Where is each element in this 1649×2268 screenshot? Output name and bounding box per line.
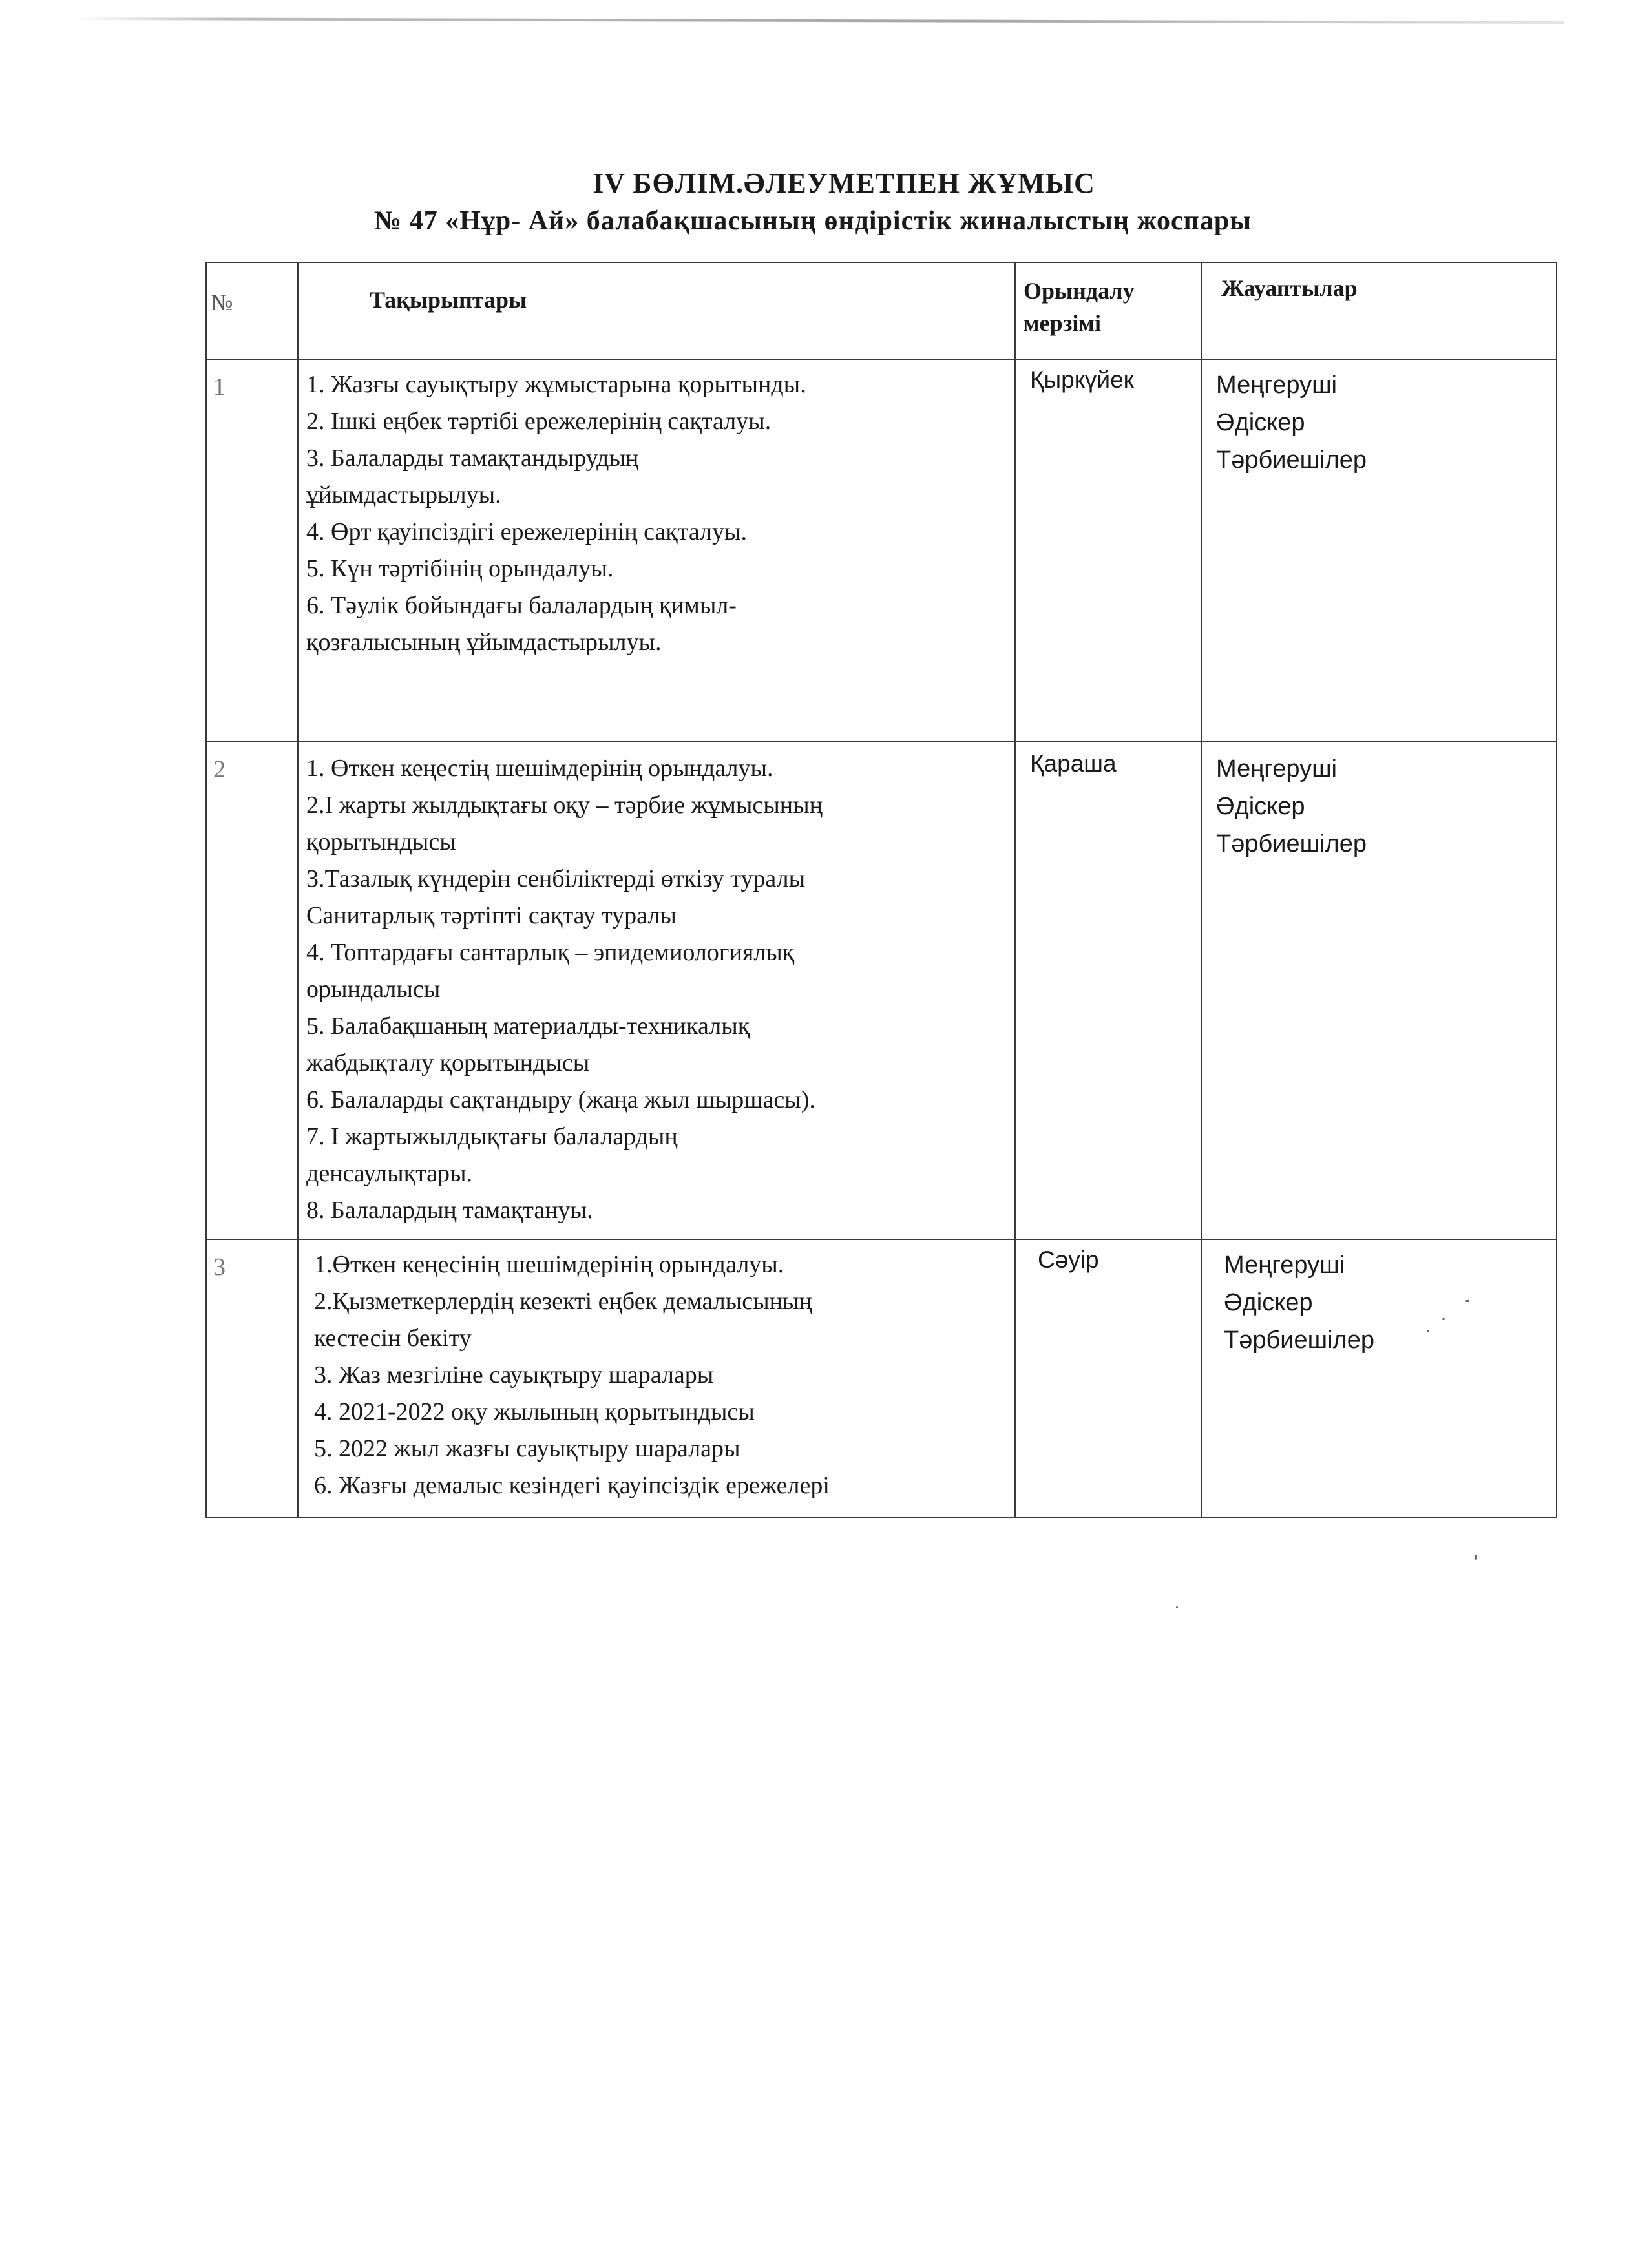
topic-item: 5. 2022 жыл жазғы сауықтыру шаралары	[314, 1435, 740, 1462]
header-due-date-line2: мерзімі	[1024, 310, 1101, 336]
topic-item: 1. Жазғы сауықтыру жұмыстарына қорытынды.	[306, 371, 806, 398]
row-responsible	[1201, 359, 1557, 742]
topic-item: 2.І жарты жылдықтағы оқу – тәрбие жұмысының	[306, 792, 823, 819]
responsible-person: Меңгеруші	[1216, 755, 1337, 782]
scan-shadow-edge	[78, 17, 1564, 24]
topic-item: қозғалысының ұйымдастырылуы.	[306, 629, 662, 656]
table-header-row	[206, 262, 1557, 359]
responsible-person: Тәрбиешілер	[1216, 830, 1367, 857]
row-number: 3	[206, 1239, 298, 1517]
header-due-date	[1015, 262, 1201, 359]
scan-speck	[1176, 1606, 1178, 1608]
row-topics	[298, 1239, 1015, 1517]
topic-item: Санитарлық тәртіпті сақтау туралы	[306, 902, 677, 929]
section-title: IV БӨЛІМ.ӘЛЕУМЕТПЕН ЖҰМЫС	[593, 167, 1095, 199]
header-number: №	[206, 262, 298, 359]
topic-item: 8. Балалардың тамақтануы.	[306, 1197, 593, 1224]
topic-item: 6. Балаларды сақтандыру (жаңа жыл шыршасы).	[306, 1086, 815, 1113]
topic-item: 2.Қызметкерлердің кезекті еңбек демалысының	[314, 1288, 812, 1315]
topic-item: 3.Тазалық күндерін сенбіліктерді өткізу туралы	[306, 865, 806, 892]
row-due-date: Сәуір	[1015, 1239, 1201, 1517]
scan-speck	[1442, 1318, 1445, 1320]
responsible-person: Әдіскер	[1216, 793, 1305, 820]
scan-speck	[1427, 1330, 1429, 1332]
topic-item: 1. Өткен кеңестің шешімдерінің орындалуы.	[306, 755, 773, 782]
topic-item: орындалысы	[306, 976, 441, 1003]
row-number: 1	[206, 359, 298, 742]
topic-item: денсаулықтары.	[306, 1160, 473, 1187]
row-topics	[298, 742, 1015, 1239]
row-due-date: Қыркүйек	[1015, 359, 1201, 742]
responsible-person: Әдіскер	[1224, 1289, 1313, 1316]
header-topics: Тақырыптары	[298, 262, 1015, 359]
topic-item: 1.Өткен кеңесінің шешімдерінің орындалуы.	[314, 1251, 784, 1278]
table-row	[206, 1239, 1557, 1517]
topic-item: қорытындысы	[306, 828, 456, 856]
topic-item: 4. Топтардағы сантарлық – эпидемиологиялық	[306, 939, 795, 966]
topic-item: кестесін бекіту	[314, 1325, 472, 1352]
topic-item: 4. 2021-2022 оқу жылының қорытындысы	[314, 1398, 755, 1425]
scan-speck	[1465, 1300, 1469, 1302]
responsible-person: Меңгеруші	[1216, 372, 1337, 399]
topic-item: 6. Тәулік бойындағы балалардың қимыл-	[306, 592, 737, 619]
topic-item: 3. Жаз мезгіліне сауықтыру шаралары	[314, 1361, 714, 1389]
table-row	[206, 742, 1557, 1239]
row-due-date: Қараша	[1015, 742, 1201, 1239]
header-responsible: Жауаптылар	[1201, 262, 1557, 359]
topic-item: 7. І жартыжылдықтағы балалардың	[306, 1123, 678, 1150]
row-responsible	[1201, 1239, 1557, 1517]
topic-item: 5. Балабақшаның материалды-техникалық	[306, 1013, 750, 1040]
header-due-date-line1: Орындалу	[1024, 278, 1135, 304]
topic-item: 3. Балаларды тамақтандырудың	[306, 445, 639, 472]
row-number: 2	[206, 742, 298, 1239]
responsible-person: Тәрбиешілер	[1216, 446, 1367, 474]
responsible-person: Тәрбиешілер	[1224, 1327, 1374, 1354]
topic-item: ұйымдастырылуы.	[306, 481, 501, 509]
responsible-person: Меңгеруші	[1224, 1252, 1345, 1279]
topic-item: 6. Жазғы демалыс кезіндегі қауіпсіздік ережелері	[314, 1472, 830, 1499]
topic-item: жабдықталу қорытындысы	[306, 1049, 590, 1076]
document-subtitle: № 47 «Нұр- Ай» балабақшасының өндірістік жиналыстың жоспары	[374, 206, 1252, 236]
topic-item: 4. Өрт қауіпсіздігі ережелерінің сақталуы.	[306, 518, 748, 545]
table-row	[206, 359, 1557, 742]
row-responsible	[1201, 742, 1557, 1239]
scan-speck	[1475, 1555, 1477, 1560]
row-topics	[298, 359, 1015, 742]
topic-item: 5. Күн тәртібінің орындалуы.	[306, 555, 614, 582]
meeting-plan-table	[205, 262, 1557, 1518]
topic-item: 2. Ішкі еңбек тәртібі ережелерінің сақталуы.	[306, 408, 772, 435]
responsible-person: Әдіскер	[1216, 409, 1305, 436]
